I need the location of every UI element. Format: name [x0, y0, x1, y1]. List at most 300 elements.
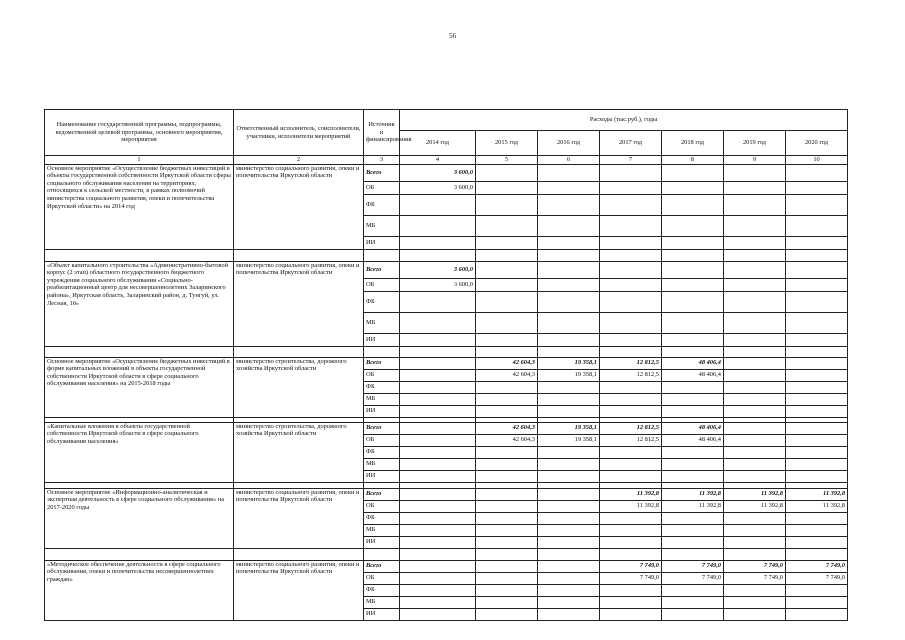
spacer-cell: [786, 249, 848, 261]
amount-cell: [724, 194, 786, 215]
amount-cell: [538, 261, 600, 278]
amount-cell: [786, 608, 848, 620]
table-row: [45, 261, 848, 278]
amount-cell: [400, 470, 476, 482]
amount-cell: [786, 470, 848, 482]
column-number: 8: [662, 156, 724, 165]
header-year: 2019 год: [724, 131, 786, 156]
funding-source: ОБ: [364, 278, 400, 291]
amount-cell: [724, 381, 786, 393]
amount-cell: 7 749,0: [600, 560, 662, 572]
amount-cell: [724, 524, 786, 536]
amount-cell: [786, 194, 848, 215]
amount-cell: [476, 333, 538, 346]
measure-name: «Капитальные вложения в объекты государственной собственности Иркутской области в сфере социального обслуживания населения»: [45, 422, 234, 482]
funding-source: ИИ: [364, 236, 400, 249]
amount-cell: 7 749,0: [662, 560, 724, 572]
amount-cell: [662, 215, 724, 236]
amount-cell: [476, 236, 538, 249]
amount-cell: [400, 524, 476, 536]
spacer-cell: [476, 548, 538, 560]
spacer-cell: [234, 346, 364, 357]
amount-cell: 3 600,0: [400, 278, 476, 291]
amount-cell: [476, 312, 538, 333]
table-row: [45, 560, 848, 572]
amount-cell: 7 749,0: [724, 560, 786, 572]
funding-source: ФБ: [364, 446, 400, 458]
amount-cell: 11 392,8: [786, 488, 848, 500]
amount-cell: [538, 512, 600, 524]
measure-name: «Объект капитального строительства «Административно-бытовой корпус (2 этап) областного государственного бюджетного учреждения социального обслуживания «Социально-реабилитационный центр для несовершеннолетних Заларинского района», Иркутская область, Заларинский район, д. Тунгуй, ул. Лесная, 10»: [45, 261, 234, 346]
funding-source: МБ: [364, 596, 400, 608]
amount-cell: 19 358,1: [538, 369, 600, 381]
amount-cell: [476, 215, 538, 236]
amount-cell: [538, 333, 600, 346]
funding-source: ОБ: [364, 572, 400, 584]
funding-source: ОБ: [364, 500, 400, 512]
amount-cell: [724, 470, 786, 482]
amount-cell: [400, 560, 476, 572]
amount-cell: [400, 596, 476, 608]
amount-cell: [662, 512, 724, 524]
funding-source: ОБ: [364, 434, 400, 446]
funding-source: ФБ: [364, 381, 400, 393]
amount-cell: [400, 369, 476, 381]
amount-cell: [786, 369, 848, 381]
amount-cell: [600, 333, 662, 346]
amount-cell: [538, 446, 600, 458]
spacer-cell: [662, 249, 724, 261]
amount-cell: [538, 500, 600, 512]
amount-cell: 11 392,8: [724, 500, 786, 512]
amount-cell: [724, 278, 786, 291]
amount-cell: [538, 470, 600, 482]
spacer-cell: [724, 249, 786, 261]
funding-source: Всего: [364, 488, 400, 500]
amount-cell: [662, 608, 724, 620]
header-year: 2015 год: [476, 131, 538, 156]
amount-cell: 12 812,5: [600, 434, 662, 446]
amount-cell: [786, 261, 848, 278]
column-number: 5: [476, 156, 538, 165]
amount-cell: [400, 405, 476, 417]
amount-cell: 3 600,0: [400, 181, 476, 194]
amount-cell: [600, 470, 662, 482]
amount-cell: 42 604,3: [476, 357, 538, 369]
amount-cell: [400, 536, 476, 548]
amount-cell: [600, 236, 662, 249]
amount-cell: [786, 434, 848, 446]
amount-cell: [400, 194, 476, 215]
funding-source: ФБ: [364, 584, 400, 596]
amount-cell: [662, 312, 724, 333]
funding-source: МБ: [364, 393, 400, 405]
measure-name: Основное мероприятие «Информационно-аналитическая и экспертная деятельность в сфере социального обслуживания» на 2017-2020 годы: [45, 488, 234, 548]
measure-executor: министерство социального развития, опеки и попечительства Иркутской области: [234, 560, 364, 620]
header-year: 2014 год: [400, 131, 476, 156]
amount-cell: [538, 164, 600, 181]
spacer-cell: [600, 249, 662, 261]
measure-executor: министерство строительства, дорожного хозяйства Иркутской области: [234, 422, 364, 482]
column-number: 4: [400, 156, 476, 165]
spacer-cell: [234, 548, 364, 560]
spacer-row: [45, 548, 848, 560]
amount-cell: [400, 333, 476, 346]
amount-cell: [786, 278, 848, 291]
amount-cell: [662, 291, 724, 312]
amount-cell: [724, 446, 786, 458]
amount-cell: 48 406,4: [662, 422, 724, 434]
spacer-cell: [786, 548, 848, 560]
amount-cell: [662, 194, 724, 215]
amount-cell: [662, 278, 724, 291]
amount-cell: [786, 512, 848, 524]
spacer-cell: [538, 249, 600, 261]
amount-cell: [476, 278, 538, 291]
amount-cell: [476, 584, 538, 596]
header-executor: Ответственный исполнитель, соисполнители, участники, исполнители мероприятий: [234, 110, 364, 156]
amount-cell: 11 392,8: [600, 488, 662, 500]
amount-cell: [476, 405, 538, 417]
header-year: 2016 год: [538, 131, 600, 156]
amount-cell: [476, 261, 538, 278]
column-number: 10: [786, 156, 848, 165]
funding-source: МБ: [364, 215, 400, 236]
amount-cell: [724, 512, 786, 524]
amount-cell: [476, 164, 538, 181]
amount-cell: [724, 422, 786, 434]
amount-cell: [724, 393, 786, 405]
page-number: 56: [449, 32, 456, 40]
amount-cell: [538, 381, 600, 393]
column-number-row: [45, 156, 848, 165]
amount-cell: [724, 357, 786, 369]
amount-cell: [786, 422, 848, 434]
amount-cell: [600, 312, 662, 333]
spacer-cell: [724, 548, 786, 560]
amount-cell: [600, 446, 662, 458]
amount-cell: [662, 470, 724, 482]
funding-source: МБ: [364, 458, 400, 470]
amount-cell: [786, 584, 848, 596]
amount-cell: 11 392,8: [786, 500, 848, 512]
spacer-cell: [600, 346, 662, 357]
amount-cell: [662, 393, 724, 405]
header-expenses: Расходы (тыс.руб.), годы: [400, 110, 848, 131]
amount-cell: [400, 434, 476, 446]
amount-cell: [538, 236, 600, 249]
measure-executor: министерство социального развития, опеки и попечительства Иркутской области: [234, 261, 364, 346]
amount-cell: [538, 291, 600, 312]
amount-cell: [724, 458, 786, 470]
amount-cell: [786, 215, 848, 236]
amount-cell: [476, 500, 538, 512]
spacer-cell: [724, 346, 786, 357]
amount-cell: [600, 164, 662, 181]
amount-cell: [786, 381, 848, 393]
amount-cell: [400, 312, 476, 333]
amount-cell: [400, 236, 476, 249]
amount-cell: [786, 333, 848, 346]
amount-cell: [476, 596, 538, 608]
amount-cell: [476, 194, 538, 215]
amount-cell: [400, 291, 476, 312]
amount-cell: [400, 458, 476, 470]
amount-cell: [724, 215, 786, 236]
amount-cell: [786, 312, 848, 333]
spacer-cell: [400, 548, 476, 560]
amount-cell: [538, 560, 600, 572]
amount-cell: [662, 333, 724, 346]
amount-cell: [600, 261, 662, 278]
spacer-cell: [476, 249, 538, 261]
spacer-cell: [476, 346, 538, 357]
amount-cell: [786, 357, 848, 369]
amount-cell: [724, 596, 786, 608]
amount-cell: [724, 536, 786, 548]
measure-executor: министерство строительства, дорожного хозяйства Иркутской области: [234, 357, 364, 417]
funding-source: ОБ: [364, 369, 400, 381]
amount-cell: [786, 596, 848, 608]
amount-cell: 11 392,8: [662, 500, 724, 512]
amount-cell: [724, 181, 786, 194]
amount-cell: [400, 422, 476, 434]
amount-cell: [600, 536, 662, 548]
column-number: 3: [364, 156, 400, 165]
amount-cell: [662, 164, 724, 181]
column-number: 6: [538, 156, 600, 165]
amount-cell: 48 406,4: [662, 357, 724, 369]
spacer-cell: [662, 548, 724, 560]
amount-cell: [476, 524, 538, 536]
amount-cell: [786, 524, 848, 536]
amount-cell: [600, 596, 662, 608]
column-number: 1: [45, 156, 234, 165]
amount-cell: [786, 291, 848, 312]
amount-cell: [400, 500, 476, 512]
amount-cell: 7 749,0: [786, 560, 848, 572]
amount-cell: 12 812,5: [600, 369, 662, 381]
measure-name: «Методическое обеспечение деятельности в сфере социального обслуживания, опеки и попечительства несовершеннолетних граждан»: [45, 560, 234, 620]
amount-cell: [724, 261, 786, 278]
spacer-cell: [400, 249, 476, 261]
amount-cell: 11 392,8: [724, 488, 786, 500]
amount-cell: 7 749,0: [600, 572, 662, 584]
amount-cell: [786, 236, 848, 249]
amount-cell: [476, 470, 538, 482]
measure-name: Основное мероприятие «Осуществление бюджетных инвестиций в объекты государственной собственности Иркутской области сферы социального обслуживания населения на территориях, относящихся к сельской местности, в рамках полномочий министерства социального развития, опеки и попечительства Иркутской области» на 2014 год: [45, 164, 234, 249]
spacer-cell: [600, 548, 662, 560]
amount-cell: 3 600,0: [400, 261, 476, 278]
funding-source: ИИ: [364, 470, 400, 482]
spacer-cell: [45, 249, 234, 261]
amount-cell: [538, 181, 600, 194]
amount-cell: [724, 434, 786, 446]
amount-cell: 42 604,3: [476, 422, 538, 434]
spacer-cell: [538, 548, 600, 560]
spacer-cell: [538, 346, 600, 357]
amount-cell: [476, 512, 538, 524]
amount-cell: [724, 164, 786, 181]
measure-executor: министерство социального развития, опеки и попечительства Иркутской области: [234, 488, 364, 548]
amount-cell: [600, 584, 662, 596]
amount-cell: [538, 312, 600, 333]
amount-cell: [662, 261, 724, 278]
amount-cell: [662, 236, 724, 249]
spacer-cell: [234, 249, 364, 261]
header-year: 2017 год: [600, 131, 662, 156]
amount-cell: [538, 596, 600, 608]
amount-cell: [662, 458, 724, 470]
amount-cell: [538, 536, 600, 548]
header-name: Наименование государственной программы, подпрограммы, ведомственной целевой программы, основного мероприятия, мероприятия: [45, 110, 234, 156]
measure-executor: министерство социального развития, опеки и попечительства Иркутской области: [234, 164, 364, 249]
amount-cell: [786, 405, 848, 417]
funding-source: ИИ: [364, 608, 400, 620]
amount-cell: 19 358,1: [538, 357, 600, 369]
amount-cell: 7 749,0: [724, 572, 786, 584]
amount-cell: [600, 524, 662, 536]
amount-cell: [662, 181, 724, 194]
amount-cell: [600, 215, 662, 236]
amount-cell: [724, 333, 786, 346]
amount-cell: [724, 236, 786, 249]
spacer-cell: [400, 346, 476, 357]
budget-table: [44, 109, 848, 621]
funding-source: ФБ: [364, 512, 400, 524]
amount-cell: [662, 405, 724, 417]
amount-cell: [662, 584, 724, 596]
funding-source: Всего: [364, 422, 400, 434]
header-source: Источник и финансирования: [364, 110, 400, 156]
amount-cell: [538, 572, 600, 584]
spacer-cell: [662, 346, 724, 357]
amount-cell: [476, 446, 538, 458]
amount-cell: [476, 572, 538, 584]
header-year: 2018 год: [662, 131, 724, 156]
amount-cell: [724, 608, 786, 620]
amount-cell: 19 358,1: [538, 422, 600, 434]
measure-name: Основное мероприятие «Осуществление бюджетных инвестиций в форме капитальных вложений в объекты государственной собственности Иркутской области в сфере социального обслуживания населения» на 2015-2018 годы: [45, 357, 234, 417]
amount-cell: [400, 512, 476, 524]
spacer-row: [45, 346, 848, 357]
funding-source: Всего: [364, 560, 400, 572]
amount-cell: [400, 357, 476, 369]
amount-cell: [538, 524, 600, 536]
amount-cell: [724, 405, 786, 417]
amount-cell: [600, 381, 662, 393]
amount-cell: [724, 584, 786, 596]
amount-cell: [662, 596, 724, 608]
amount-cell: [662, 381, 724, 393]
amount-cell: [400, 488, 476, 500]
table-row: [45, 488, 848, 500]
amount-cell: [600, 458, 662, 470]
amount-cell: [724, 312, 786, 333]
amount-cell: 11 392,8: [600, 500, 662, 512]
amount-cell: [538, 278, 600, 291]
amount-cell: [538, 393, 600, 405]
amount-cell: [786, 536, 848, 548]
amount-cell: [600, 194, 662, 215]
amount-cell: 3 600,0: [400, 164, 476, 181]
table-row: [45, 164, 848, 181]
amount-cell: 11 392,8: [662, 488, 724, 500]
amount-cell: [786, 393, 848, 405]
amount-cell: [600, 291, 662, 312]
amount-cell: 12 812,5: [600, 357, 662, 369]
amount-cell: 19 358,1: [538, 434, 600, 446]
amount-cell: [786, 446, 848, 458]
amount-cell: [786, 164, 848, 181]
amount-cell: [400, 608, 476, 620]
amount-cell: [786, 458, 848, 470]
spacer-row: [45, 249, 848, 261]
amount-cell: [400, 215, 476, 236]
amount-cell: [476, 458, 538, 470]
amount-cell: 7 749,0: [662, 572, 724, 584]
column-number: 7: [600, 156, 662, 165]
amount-cell: [476, 608, 538, 620]
amount-cell: [400, 446, 476, 458]
amount-cell: [662, 536, 724, 548]
funding-source: Всего: [364, 164, 400, 181]
spacer-cell: [45, 346, 234, 357]
amount-cell: [476, 393, 538, 405]
column-number: 2: [234, 156, 364, 165]
amount-cell: [600, 405, 662, 417]
amount-cell: 7 749,0: [786, 572, 848, 584]
amount-cell: [600, 608, 662, 620]
funding-source: ФБ: [364, 194, 400, 215]
amount-cell: [538, 194, 600, 215]
amount-cell: [600, 181, 662, 194]
amount-cell: 12 812,5: [600, 422, 662, 434]
table-row: [45, 422, 848, 434]
amount-cell: [662, 524, 724, 536]
amount-cell: [476, 560, 538, 572]
amount-cell: 48 406,4: [662, 369, 724, 381]
amount-cell: 48 406,4: [662, 434, 724, 446]
amount-cell: [724, 369, 786, 381]
amount-cell: [476, 291, 538, 312]
funding-source: ИИ: [364, 536, 400, 548]
funding-source: Всего: [364, 357, 400, 369]
amount-cell: [662, 446, 724, 458]
spacer-cell: [786, 346, 848, 357]
amount-cell: [476, 536, 538, 548]
funding-source: ИИ: [364, 405, 400, 417]
spacer-cell: [364, 548, 400, 560]
header-year: 2020 год: [786, 131, 848, 156]
funding-source: Всего: [364, 261, 400, 278]
amount-cell: [538, 458, 600, 470]
amount-cell: [724, 291, 786, 312]
amount-cell: [538, 488, 600, 500]
amount-cell: [400, 381, 476, 393]
amount-cell: [538, 584, 600, 596]
amount-cell: 42 604,3: [476, 434, 538, 446]
spacer-cell: [364, 249, 400, 261]
amount-cell: [538, 215, 600, 236]
funding-source: ОБ: [364, 181, 400, 194]
amount-cell: [476, 381, 538, 393]
amount-cell: [600, 512, 662, 524]
spacer-cell: [364, 346, 400, 357]
amount-cell: [538, 608, 600, 620]
funding-source: МБ: [364, 312, 400, 333]
amount-cell: [476, 181, 538, 194]
